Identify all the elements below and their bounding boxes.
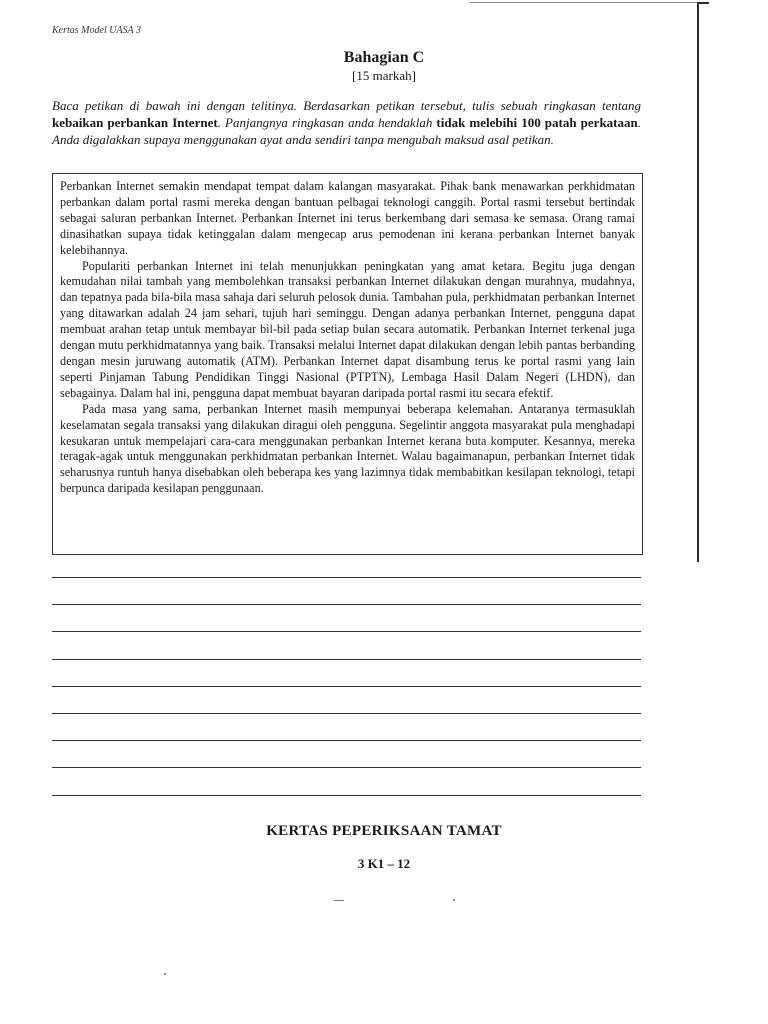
section-title: Bahagian C — [343, 49, 425, 66]
instructions-text-3: . Anda digalakkan supaya menggunakan ayat anda sendiri tanpa mengubah maksud asal petikan. — [52, 115, 641, 147]
instructions-bold-limit: tidak melebihi 100 patah perkataan — [436, 115, 638, 130]
page-code: 3 K1 – 12 — [357, 856, 411, 871]
answer-line[interactable] — [52, 631, 641, 632]
answer-line[interactable] — [52, 795, 641, 796]
passage-paragraph-2: Populariti perbankan Internet ini telah menunjukkan peningkatan yang amat ketara. Begitu juga dengan kemudahan nilai tambah yang membolehkan transaksi perbankan Internet dilakukan dengan murahnya, mudahnya, dan tepatnya pada bila-bila masa sahaja dari seluruh pelosok dunia. Tambahan pula, perkhidmatan perbankan Internet yang ditawarkan adalah 24 jam sehari, tujuh hari seminggu. Dengan adanya perbankan Internet, pengguna dapat membuat arahan tetap untuk membayar bil-bil pada setiap bulan secara automatik. Perbankan Internet terkenal juga dengan mutu perkhidmatannya yang baik. Transaksi melalui Internet dapat dilakukan dengan lebih pantas berbanding dengan mesin juruwang automatik (ATM). Perbankan Internet dapat disambung terus ke portal rasmi yang lain seperti Pinjaman Tabung Pendidikan Tinggi Nasional (PTPTN), Lembaga Hasil Dalam Negeri (LHDN), dan sebagainya. Dalam hal ini, pengguna dapat membuat bayaran daripada portal rasmi itu secara efektif. — [60, 258, 635, 400]
instructions-bold-topic: kebaikan perbankan Internet — [52, 115, 218, 130]
instructions — [52, 97, 641, 148]
answer-line[interactable] — [52, 659, 641, 660]
passage-paragraph-1: Perbankan Internet semakin mendapat tempat dalam kalangan masyarakat. Pihak bank menawarkan perkhidmatan perbankan dalam portal rasmi mereka dengan bantuan pelbagai teknologi canggih. Portal rasmi tersebut bertindak sebagai saluran perbankan Internet. Perbankan Internet ini terus berkembang dari semasa ke semasa. Orang ramai dinasihatkan supaya tidak ketinggalan dalam mengecap arus pemodenan ini kerana perbankan Internet banyak kelebihannya. — [60, 179, 635, 257]
answer-line[interactable] — [52, 767, 641, 768]
passage-paragraph-3: Pada masa yang sama, perbankan Internet masih mempunyai beberapa kelemahan. Antaranya termasuklah keselamatan segala transaksi yang dilakukan diragui oleh pengguna. Segelintir anggota masyarakat pula menghadapi kesukaran untuk mempelajari cara-cara menggunakan perbankan Internet kerana buta komputer. Kesannya, mereka teragak-agak untuk menggunakan perkhidmatan perbankan Internet. Walau bagaimanapun, perbankan Internet tidak seharusnya runtuh hanya disebabkan oleh beberapa kes yang lazimnya tidak membabitkan kesilapan teknologi, tetapi berpunca daripada kesilapan penggunaan. — [60, 401, 635, 496]
answer-line[interactable] — [52, 577, 641, 578]
section-marks: [15 markah] — [352, 68, 416, 83]
answer-line[interactable] — [52, 740, 641, 741]
paper-header-label: Kertas Model UASA 3 — [52, 25, 141, 36]
scan-edge-top — [470, 2, 702, 3]
answer-line[interactable] — [52, 713, 641, 714]
stray-dot — [453, 899, 455, 901]
instructions-text-2: . Panjangnya ringkasan anda hendaklah — [217, 115, 437, 130]
passage-box — [52, 173, 643, 555]
answer-line[interactable] — [52, 604, 641, 605]
instructions-text-1: Baca petikan di bawah ini dengan telitinya. Berdasarkan petikan tersebut, tulis sebuah ringkasan tentang — [52, 98, 641, 113]
stray-dot — [164, 973, 166, 975]
answer-line[interactable] — [52, 686, 641, 687]
footer-title: KERTAS PEPERIKSAAN TAMAT — [266, 823, 502, 839]
scan-edge-right — [697, 2, 699, 562]
answer-lines[interactable] — [52, 577, 641, 822]
stray-mark — [334, 900, 344, 901]
scan-edge-hook — [697, 2, 709, 4]
